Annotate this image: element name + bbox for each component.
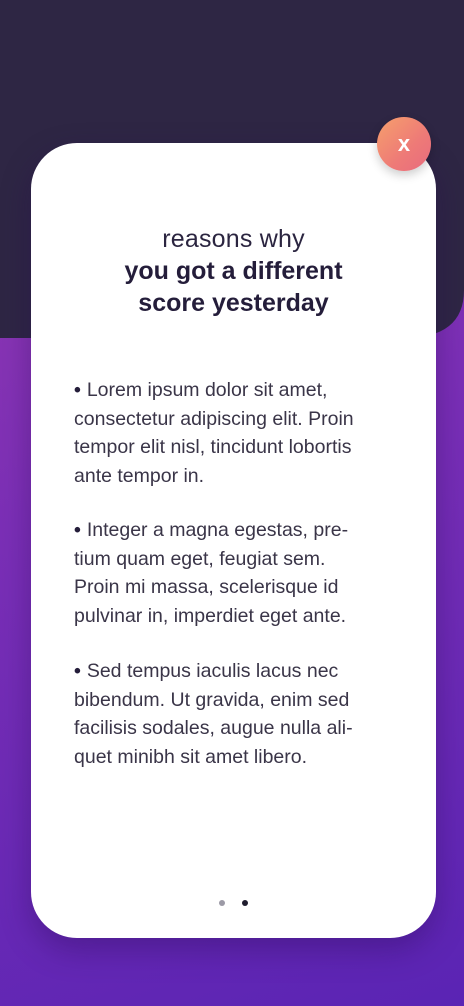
reason-3-line-4: quet minibh sit amet libero.: [74, 745, 308, 768]
reason-2-line-2: tium quam eget, feugiat sem.: [74, 547, 326, 570]
modal-title-light: reasons why: [162, 225, 305, 253]
reason-1-line-2: consectetur adipiscing elit. Proin: [74, 407, 354, 430]
reason-1-line-4: ante tempor in.: [74, 464, 205, 487]
reason-2-line-1: Integer a magna egestas, pre-: [86, 519, 349, 541]
reason-1-line-3: tempor elit nisl, tincidunt lobortis: [74, 436, 352, 458]
close-icon: x: [397, 131, 411, 156]
modal-title-bold: [31, 255, 436, 319]
reason-2-line-3: Proin mi massa, scelerisque id: [74, 576, 339, 598]
bullet-icon: •: [74, 660, 81, 682]
bullet-icon: •: [74, 379, 81, 401]
modal-title-bold-line2: score yesterday: [138, 289, 329, 317]
reason-item-1: [74, 376, 394, 490]
bullet-icon: •: [74, 519, 81, 541]
reason-item-3: [74, 657, 394, 771]
pagination-dot-1[interactable]: [219, 900, 225, 906]
pagination-dots: [31, 900, 436, 908]
reason-1-line-1: Lorem ipsum dolor sit amet,: [86, 379, 328, 401]
close-button[interactable]: [377, 117, 431, 171]
reason-3-line-3: facilisis sodales, augue nulla ali-: [74, 717, 353, 739]
modal-title-bold-line1: you got a different: [124, 257, 343, 285]
reason-2-line-4: pulvinar in, imperdiet eget ante.: [74, 604, 347, 627]
reason-3-line-1: Sed tempus iaculis lacus nec: [86, 660, 339, 682]
reason-item-2: [74, 516, 394, 630]
reason-3-line-2: bibendum. Ut gravida, enim sed: [74, 688, 350, 711]
pagination-dot-2[interactable]: [242, 900, 248, 906]
reasons-modal-card: [31, 143, 436, 938]
